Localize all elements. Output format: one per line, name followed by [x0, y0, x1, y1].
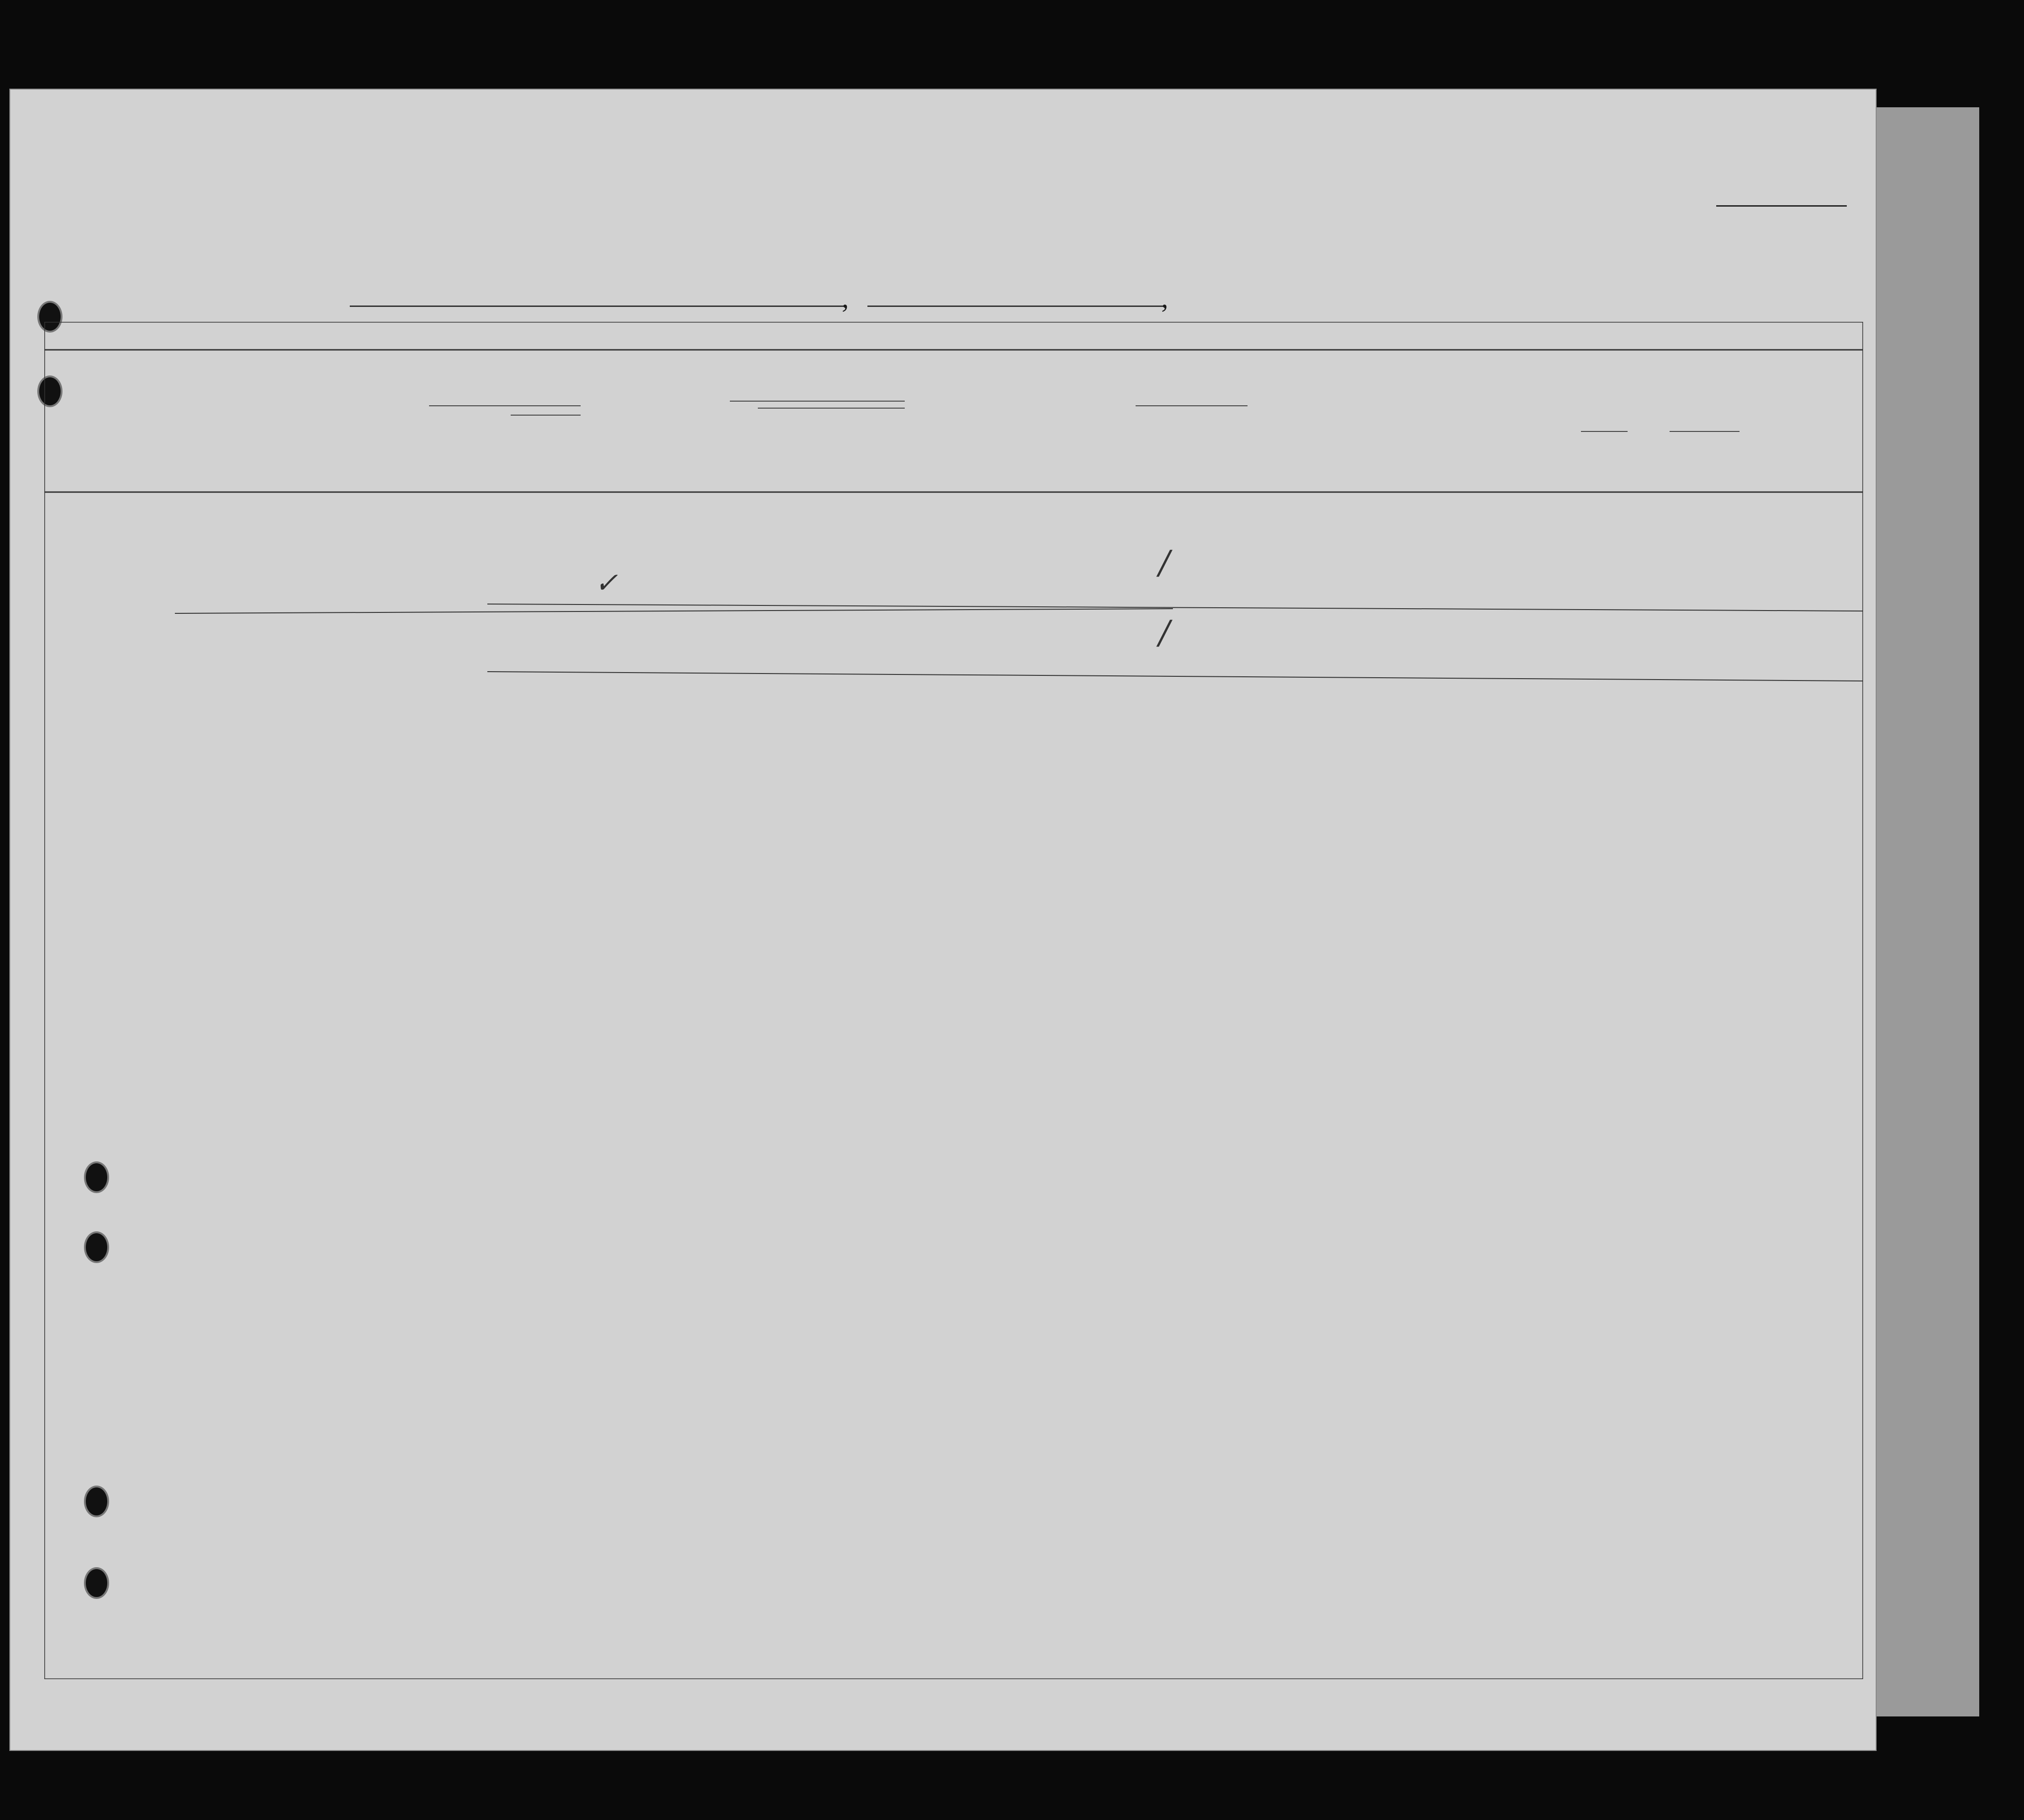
manifest-grid — [44, 322, 1863, 1679]
underlying-pages — [1875, 107, 1979, 1716]
svg-text:/: / — [1159, 613, 1170, 652]
handwritten-tick: ✓ — [595, 567, 618, 599]
svg-text:/: / — [1159, 543, 1170, 582]
